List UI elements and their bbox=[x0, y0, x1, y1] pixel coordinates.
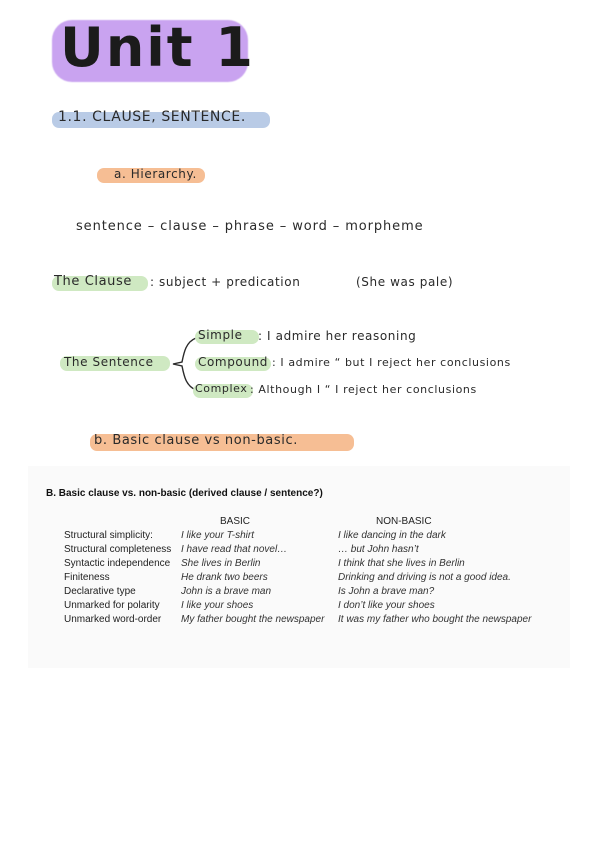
row-nonbasic-example: Is John a brave man? bbox=[338, 586, 435, 597]
basic-clause-table bbox=[28, 466, 570, 668]
type-complex-label: Complex bbox=[195, 382, 248, 395]
table-row bbox=[28, 530, 570, 544]
table-heading: B. Basic clause vs. non-basic (derived clause / sentence?) bbox=[46, 488, 323, 499]
type-simple-label: Simple bbox=[198, 328, 243, 342]
table-row bbox=[28, 586, 570, 600]
title-block bbox=[52, 14, 255, 84]
row-basic-example: I like your T-shirt bbox=[181, 530, 254, 541]
column-header-nonbasic: NON-BASIC bbox=[376, 516, 432, 527]
row-feature: Syntactic independence bbox=[64, 558, 171, 569]
clause-label: The Clause bbox=[54, 274, 132, 289]
row-nonbasic-example: It was my father who bought the newspaper bbox=[338, 614, 532, 625]
row-basic-example: My father bought the newspaper bbox=[181, 614, 325, 625]
row-basic-example: I have read that novel… bbox=[181, 544, 288, 555]
row-feature: Finiteness bbox=[64, 572, 110, 583]
hierarchy-line: sentence – clause – phrase – word – morpheme bbox=[76, 219, 424, 234]
row-basic-example: He drank two beers bbox=[181, 572, 268, 583]
subsection-b-heading: b. Basic clause vs non-basic. bbox=[94, 433, 298, 448]
table-row bbox=[28, 600, 570, 614]
section-heading: 1.1. CLAUSE, SENTENCE. bbox=[58, 109, 246, 125]
type-compound-label: Compound bbox=[198, 355, 268, 369]
clause-definition: : subject + predication bbox=[150, 275, 301, 289]
row-nonbasic-example: I like dancing in the dark bbox=[338, 530, 446, 541]
table-row bbox=[28, 614, 570, 628]
row-feature: Structural simplicity: bbox=[64, 530, 153, 541]
page-title: Unit 1 bbox=[60, 16, 255, 79]
sentence-label: The Sentence bbox=[64, 355, 154, 369]
row-feature: Unmarked for polarity bbox=[64, 600, 160, 611]
row-feature: Structural completeness bbox=[64, 544, 172, 555]
type-simple-example: : I admire her reasoning bbox=[258, 329, 417, 343]
row-feature: Declarative type bbox=[64, 586, 136, 597]
row-basic-example: She lives in Berlin bbox=[181, 558, 261, 569]
row-nonbasic-example: … but John hasn’t bbox=[338, 544, 419, 555]
row-basic-example: John is a brave man bbox=[181, 586, 272, 597]
brace-icon bbox=[170, 334, 198, 394]
row-feature: Unmarked word-order bbox=[64, 614, 162, 625]
row-nonbasic-example: Drinking and driving is not a good idea. bbox=[338, 572, 511, 583]
column-header-basic: BASIC bbox=[220, 516, 251, 527]
subsection-a-heading: a. Hierarchy. bbox=[114, 167, 197, 181]
type-compound-example: : I admire “ but I reject her conclusions bbox=[272, 356, 511, 369]
row-basic-example: I like your shoes bbox=[181, 600, 254, 611]
row-nonbasic-example: I think that she lives in Berlin bbox=[338, 558, 465, 569]
clause-example: (She was pale) bbox=[356, 275, 454, 289]
table-row bbox=[28, 544, 570, 558]
table-row bbox=[28, 558, 570, 572]
row-nonbasic-example: I don’t like your shoes bbox=[338, 600, 435, 611]
table-row bbox=[28, 572, 570, 586]
type-complex-example: : Although I “ I reject her conclusions bbox=[250, 383, 477, 396]
